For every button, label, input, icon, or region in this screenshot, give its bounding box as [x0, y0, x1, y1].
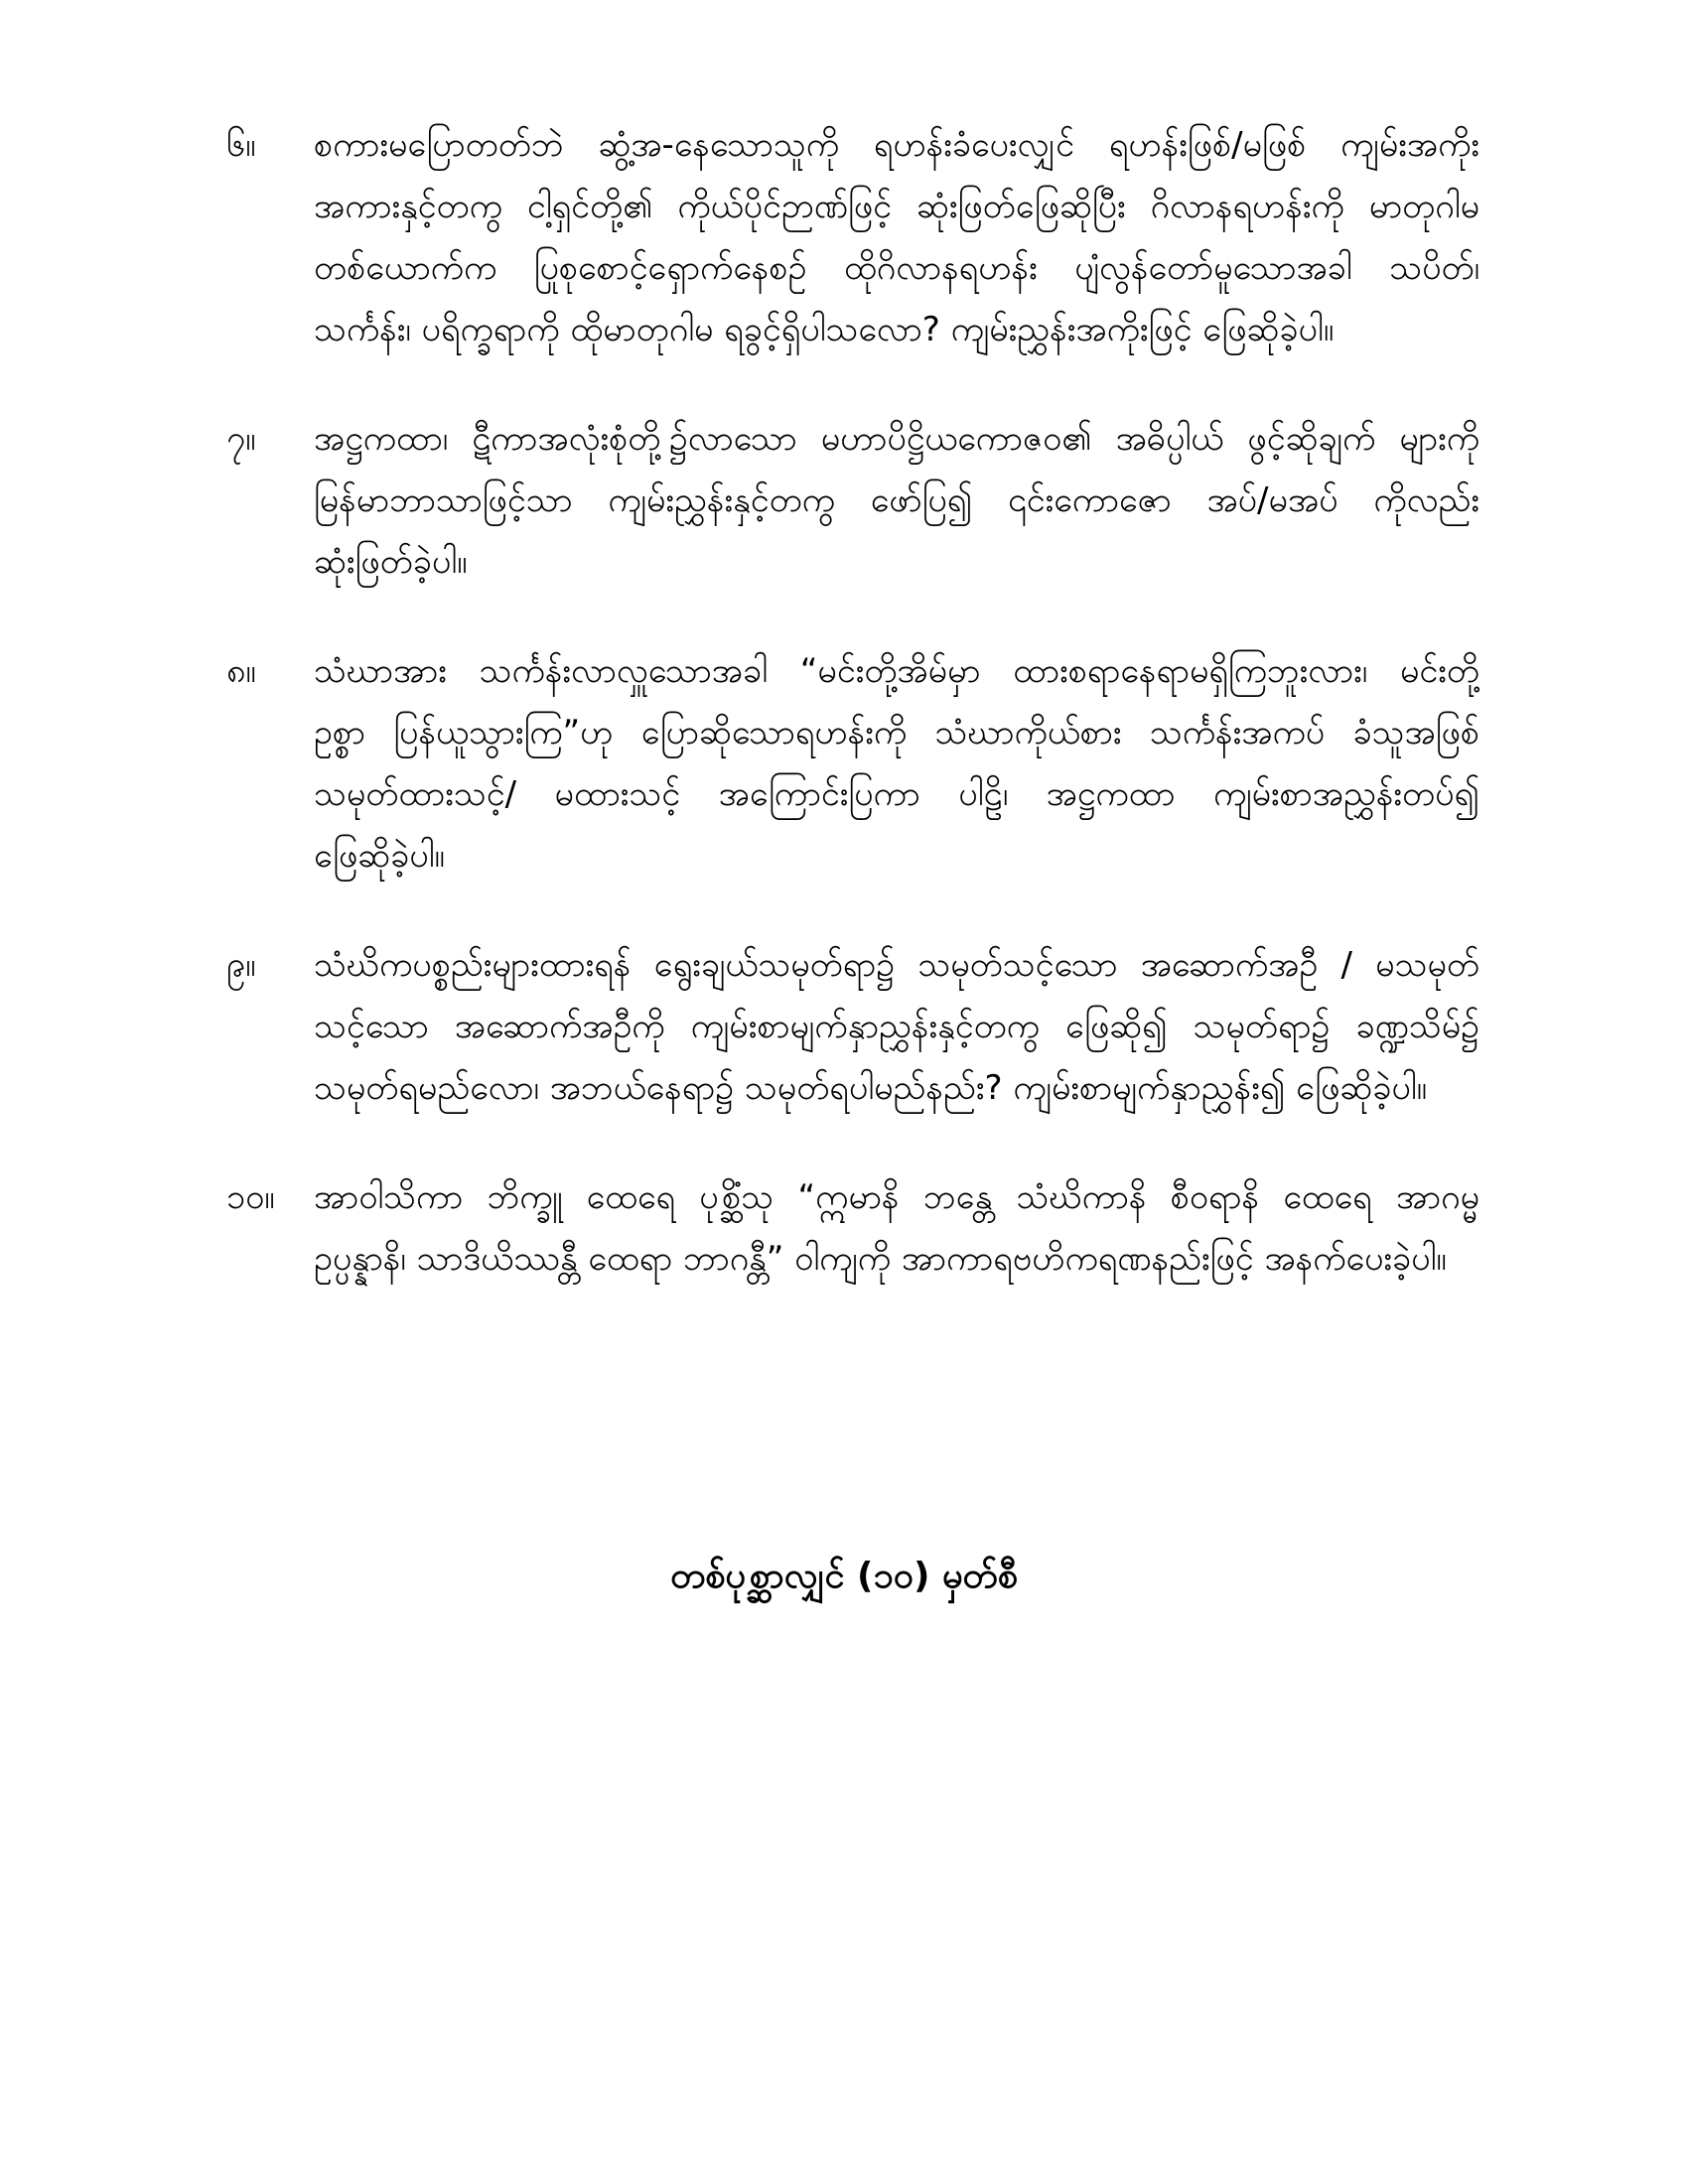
question-number: ၁၀။ — [226, 1177, 275, 1217]
question-text — [314, 640, 1479, 887]
question-list — [226, 114, 1479, 1337]
question-text — [314, 934, 1479, 1119]
question-item — [226, 934, 1479, 1119]
question-text — [314, 1166, 1479, 1290]
question-text-line: သင့်သော အဆောက်အဦကို ကျမ်းစာမျက်နှာညွှန်းနှင့်တကွ ဖြေဆို၍ သမုတ်ရာ၌ ခဏ္ဍသိမ်၌ — [314, 1007, 1479, 1046]
question-item — [226, 114, 1479, 360]
question-number: ၆။ — [226, 125, 256, 165]
question-item — [226, 640, 1479, 887]
question-text-line: ဥပ္ပန္နာနိ၊ သာဒိယိဿန္တီ ထေရာ ဘာဂန္တီ” ဝါကျကို အာကာရဗဟိကရဏနည်းဖြင့် အနက်ပေးခဲ့ပါ။ — [314, 1239, 1447, 1279]
question-number: ၈။ — [226, 651, 256, 691]
question-number: ၇။ — [226, 419, 256, 459]
question-text-line: သင်္ကန်း၊ ပရိက္ခရာကို ထိုမာတုဂါမ ရခွင့်ရှိပါသလော? ကျမ်းညွှန်းအကိုးဖြင့် ဖြေဆိုခဲ့ပါ။ — [314, 310, 1335, 349]
question-text — [314, 114, 1479, 360]
question-text-line: ဆုံးဖြတ်ခဲ့ပါ။ — [314, 542, 468, 582]
question-text-line: အာဝါသိကာ ဘိက္ခူ ထေရေ ပုစ္ဆိံသု “ဣမာနိ ဘန္တေ သံဃိကာနိ စီဝရာနိ ထေရေ အာဂမ္မ — [314, 1177, 1479, 1217]
question-text-line: တစ်ယောက်က ပြုစုစောင့်ရှောက်နေစဉ် ထိုဂိလာနရဟန်း ပျံလွန်တော်မူသောအခါ သပိတ်၊ — [314, 248, 1479, 288]
question-text-line: မြန်မာဘာသာဖြင့်သာ ကျမ်းညွှန်းနှင့်တကွ ဖော်ပြ၍ ၎င်းကောဇော အပ်/မအပ် ကိုလည်း — [314, 480, 1479, 520]
question-text-line: ဖြေဆိုခဲ့ပါ။ — [314, 836, 445, 876]
question-text-line: ဥစ္စာ ပြန်ယူသွားကြ”ဟု ပြောဆိုသောရဟန်းကို သံဃာကိုယ်စား သင်္ကန်းအကပ် ခံသူအဖြစ် — [314, 713, 1479, 752]
question-item — [226, 1166, 1479, 1290]
question-number: ၉။ — [226, 945, 256, 985]
question-text-line: အဋ္ဌကထာ၊ ဋီကာအလုံးစုံတို့၌လာသော မဟာပိဋ္ဌိယကောဇဝ၏ အဓိပ္ပါယ် ဖွင့်ဆိုချက် များကို — [314, 419, 1479, 459]
question-text-line: သံဃာအား သင်္ကန်းလာလှူသောအခါ “မင်းတို့အိမ်မှာ ထားစရာနေရာမရှိကြဘူးလား၊ မင်းတို့ — [314, 651, 1479, 691]
question-text-line: သံဃိကပစ္စည်းများထားရန် ရွေးချယ်သမုတ်ရာ၌ သမုတ်သင့်သော အဆောက်အဦ / မသမုတ် — [314, 945, 1479, 985]
question-text — [314, 408, 1479, 593]
question-text-line: သမုတ်ရမည်လော၊ အဘယ်နေရာ၌ သမုတ်ရပါမည်နည်း? ကျမ်းစာမျက်နှာညွှန်း၍ ဖြေဆိုခဲ့ပါ။ — [314, 1068, 1427, 1108]
question-text-line: သမုတ်ထားသင့်/ မထားသင့် အကြောင်းပြကာ ပါဠိ၊ အဋ္ဌကထာ ကျမ်းစာအညွှန်းတပ်၍ — [314, 774, 1479, 814]
question-text-line: အကားနှင့်တကွ ငါ့ရှင်တို့၏ ကိုယ်ပိုင်ဉာဏ်ဖြင့် ဆုံးဖြတ်ဖြေဆိုပြီး ဂိလာနရဟန်းကို မာတုဂါမ — [314, 187, 1479, 226]
question-text-line: စကားမပြောတတ်ဘဲ ဆွံ့အ-နေသောသူကို ရဟန်းခံပေးလျှင် ရဟန်းဖြစ်/မဖြစ် ကျမ်းအကိုး — [314, 125, 1479, 165]
marks-note: တစ်ပုစ္ဆာလျှင် (၁၀) မှတ်စီ — [670, 1556, 1018, 1596]
question-item — [226, 408, 1479, 593]
